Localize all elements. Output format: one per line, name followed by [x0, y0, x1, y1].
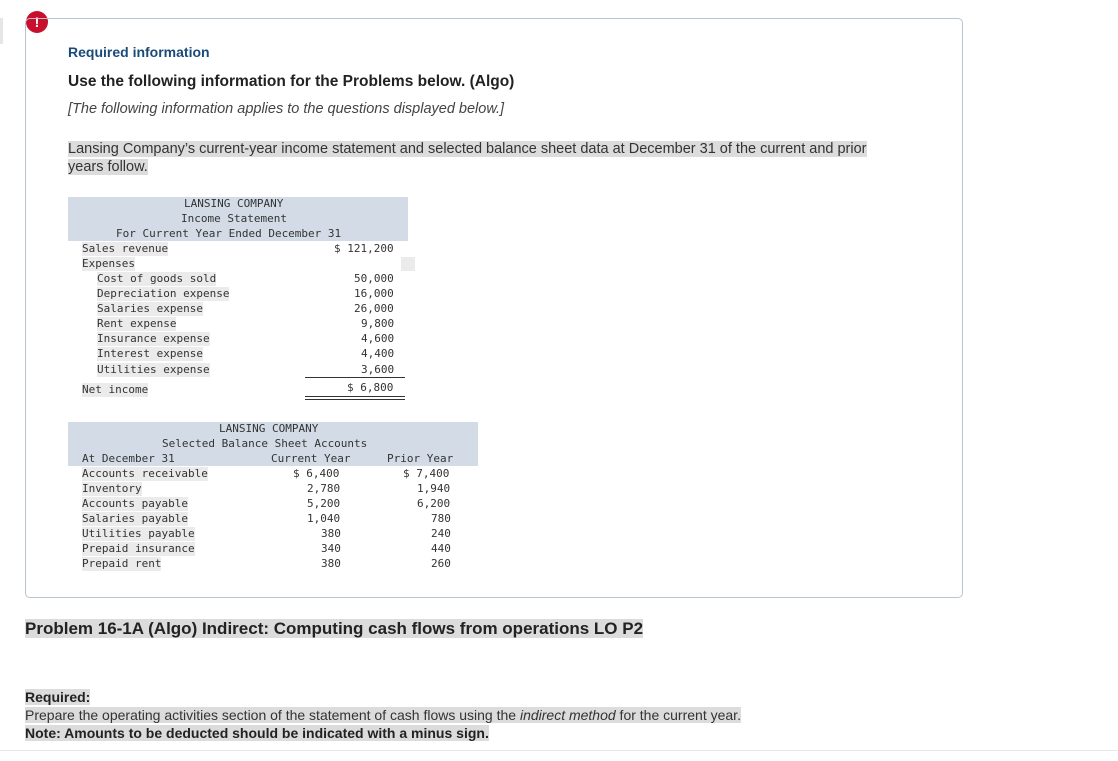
bs-row-label: Accounts payable — [82, 497, 188, 510]
bs-row-label: Prepaid rent — [82, 557, 162, 570]
bs-row-prior: $ 7,400 — [403, 467, 450, 480]
is-period: For Current Year Ended December 31 — [116, 227, 342, 240]
bs-row-current: 1,040 — [307, 512, 341, 525]
applies-note: [The following information applies to the questions displayed below.] — [68, 101, 505, 117]
is-expenses-label: Expenses — [82, 257, 135, 270]
required-text-italic: indirect method — [519, 707, 616, 723]
problem-title — [25, 619, 643, 639]
bs-row-prior: 780 — [431, 512, 451, 525]
bs-company: LANSING COMPANY — [219, 422, 319, 435]
is-expense-value: 26,000 — [354, 302, 394, 315]
bs-row-label: Utilities payable — [82, 527, 195, 540]
bs-row-label: Salaries payable — [82, 512, 188, 525]
bs-row-prior: 240 — [431, 527, 451, 540]
is-expense-label: Rent expense — [97, 317, 177, 330]
is-expense-label: Insurance expense — [97, 332, 210, 345]
is-title: Income Statement — [181, 212, 287, 225]
use-info-heading: Use the following information for the Problems below. (Algo) — [68, 73, 515, 90]
is-expense-label: Depreciation expense — [97, 287, 230, 300]
is-net-income-value: $ 6,800 — [347, 381, 394, 394]
bs-row-label: Inventory — [82, 482, 142, 495]
is-expense-value: 16,000 — [354, 287, 394, 300]
is-expense-value: 9,800 — [361, 317, 395, 330]
is-expense-label: Cost of goods sold — [97, 272, 217, 285]
left-edge-bar — [0, 18, 3, 44]
is-expense-label: Salaries expense — [97, 302, 203, 315]
required-label-text: Required: — [25, 689, 91, 705]
is-total-line-2 — [305, 399, 405, 400]
is-expense-value: 3,600 — [361, 363, 395, 376]
intro-text-content: Lansing Company’s current-year income statement and selected balance sheet data at December 31 of the current and prior years follow. — [68, 141, 867, 175]
is-sales-label: Sales revenue — [82, 242, 169, 255]
required-text-part-1: Prepare the operating activities section of the statement of cash flows using the — [25, 707, 520, 723]
bs-row-current: 5,200 — [307, 497, 341, 510]
is-sales-value: $ 121,200 — [334, 242, 394, 255]
is-expenses-blank — [401, 257, 415, 271]
intro-text — [68, 140, 902, 176]
bs-col-current: Current Year — [271, 452, 351, 465]
bs-row-label: Prepaid insurance — [82, 542, 195, 555]
bs-row-prior: 6,200 — [417, 497, 451, 510]
alert-icon: ! — [26, 11, 48, 33]
required-text — [25, 707, 741, 723]
is-expense-value: 4,400 — [361, 347, 395, 360]
required-label — [25, 689, 90, 705]
is-expense-value: 50,000 — [354, 272, 394, 285]
bs-row-prior: 440 — [431, 542, 451, 555]
bs-row-prior: 260 — [431, 557, 451, 570]
is-expense-label: Interest expense — [97, 347, 203, 360]
required-info-heading: Required information — [68, 44, 210, 60]
bs-row-prior: 1,940 — [417, 482, 451, 495]
is-expense-label: Utilities expense — [97, 363, 210, 376]
is-net-income-label: Net income — [82, 383, 149, 396]
note-text: Note: Amounts to be deducted should be indicated with a minus sign. — [25, 725, 489, 741]
bs-col-prior: Prior Year — [387, 452, 454, 465]
is-total-line-1 — [305, 396, 405, 397]
bs-row-current: 2,780 — [307, 482, 341, 495]
bottom-divider — [0, 750, 1118, 751]
note — [25, 725, 489, 741]
problem-title-text: Problem 16-1A (Algo) Indirect: Computing cash flows from operations LO P2 — [25, 619, 644, 638]
bs-col-date: At December 31 — [82, 452, 175, 465]
required-text-part-2: for the current year. — [615, 707, 741, 723]
bs-row-label: Accounts receivable — [82, 467, 208, 480]
is-expense-value: 4,600 — [361, 332, 395, 345]
bs-title: Selected Balance Sheet Accounts — [162, 437, 368, 450]
bs-row-current: 380 — [321, 527, 341, 540]
is-company: LANSING COMPANY — [184, 197, 284, 210]
bs-row-current: 380 — [321, 557, 341, 570]
bs-row-current: 340 — [321, 542, 341, 555]
is-subtotal-line — [305, 377, 405, 378]
bs-row-current: $ 6,400 — [293, 467, 340, 480]
